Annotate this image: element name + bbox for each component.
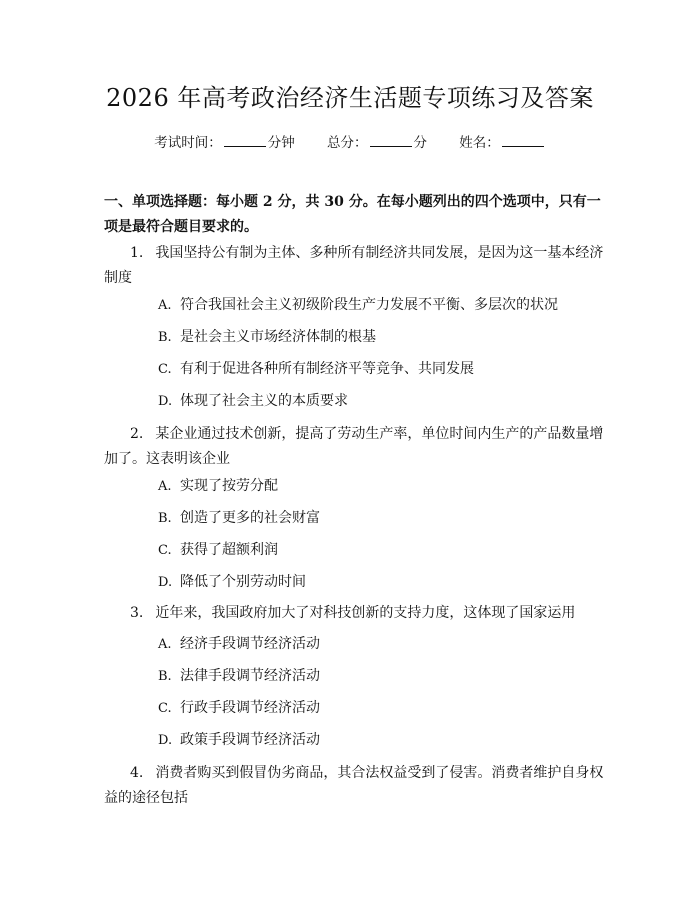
option-3b[interactable]: B. 法律手段调节经济活动	[158, 668, 320, 684]
question-4	[104, 761, 604, 811]
total-score: 总分： 分	[327, 135, 427, 151]
option-2d[interactable]: D. 降低了个别劳动时间	[158, 574, 306, 590]
question-stem: 某企业通过技术创新，提高了劳动生产率，单位时间内生产的产品数量增加了。这表明该企业	[104, 426, 604, 467]
option-3a[interactable]: A. 经济手段调节经济活动	[158, 636, 320, 652]
exam-time: 考试时间： 分钟	[154, 135, 295, 151]
question-1	[104, 241, 604, 291]
option-1a[interactable]: A. 符合我国社会主义初级阶段生产力发展不平衡、多层次的状况	[158, 297, 558, 313]
option-1d[interactable]: D. 体现了社会主义的本质要求	[158, 393, 348, 409]
question-stem: 消费者购买到假冒伪劣商品，其合法权益受到了侵害。消费者维护自身权益的途径包括	[104, 765, 604, 806]
section-heading: 一、单项选择题：每小题 2 分，共 30 分。在每小题列出的四个选项中，只有一项是最符合题目要求的。	[104, 194, 601, 235]
exam-meta	[0, 131, 700, 151]
name-blank	[502, 134, 544, 147]
student-name: 姓名：	[459, 135, 546, 151]
question-3	[104, 601, 604, 626]
option-2a[interactable]: A. 实现了按劳分配	[158, 478, 278, 494]
option-2b[interactable]: B. 创造了更多的社会财富	[158, 510, 320, 526]
question-number: 2.	[130, 426, 144, 442]
time-blank	[224, 134, 266, 147]
page-title: 2026 年高考政治经济生活题专项练习及答案	[106, 84, 594, 112]
option-1b[interactable]: B. 是社会主义市场经济体制的根基	[158, 329, 376, 345]
score-blank	[370, 134, 412, 147]
question-number: 4.	[130, 765, 144, 781]
option-1c[interactable]: C. 有利于促进各种所有制经济平等竞争、共同发展	[158, 361, 474, 377]
question-stem: 近年来，我国政府加大了对科技创新的支持力度，这体现了国家运用	[155, 605, 576, 621]
question-number: 1.	[130, 245, 144, 261]
question-2	[104, 422, 604, 472]
question-number: 3.	[130, 605, 144, 621]
option-3c[interactable]: C. 行政手段调节经济活动	[158, 700, 320, 716]
option-2c[interactable]: C. 获得了超额利润	[158, 542, 278, 558]
question-stem: 我国坚持公有制为主体、多种所有制经济共同发展，是因为这一基本经济制度	[104, 245, 604, 286]
option-3d[interactable]: D. 政策手段调节经济活动	[158, 732, 320, 748]
